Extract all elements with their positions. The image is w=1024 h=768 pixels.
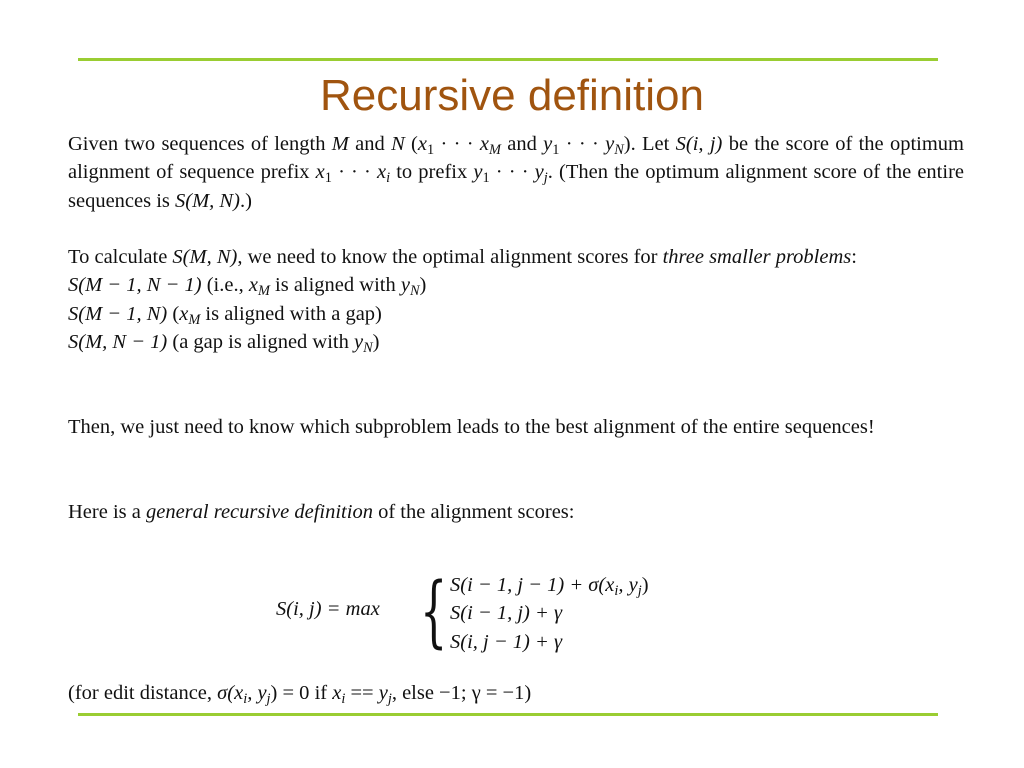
bottom-divider — [78, 713, 938, 716]
subproblems-intro: To calculate S(M, N), we need to know the optimal alignment scores for three smaller problems: — [68, 246, 857, 268]
formula-lhs: S(i, j) = max — [276, 598, 380, 620]
slide-title: Recursive definition — [320, 71, 704, 120]
subproblem-diagonal: S(M − 1, N − 1) (i.e., $x_M$ is aligned with $y_N$) — [68, 274, 427, 300]
paragraph-recursive-intro: Here is a general recursive definition of the alignment scores: — [68, 501, 575, 523]
formula-cases — [450, 571, 649, 656]
top-divider — [78, 58, 938, 61]
subproblem-gap-in-x: S(M, N − 1) (a gap is aligned with $y_N$) — [68, 330, 380, 356]
edit-distance-note: (for edit distance, $\sigma(x_i$, $y_j) = 0$ if $x_i == y_j$, else −1; γ = −1) — [68, 682, 532, 708]
recurrence-formula — [276, 569, 716, 657]
case-gap-x: S(i, j − 1) + γ — [450, 630, 563, 653]
paragraph-best-subproblem: Then, we just need to know which subproblem leads to the best alignment of the entire sequences! — [68, 416, 875, 438]
cases-brace: { — [420, 567, 448, 657]
paragraph-definition: Given two sequences of length M and N ($x_1$ · · · $x_M$ and $y_1$ · · · $y_N$). Let S(i, j) be the score of the optimum alignment of sequence prefix $x_1$ · · · $x_i$ to prefix $y_1$ · · · $y_j$. (Then the optimum alignment score of the entire sequences is S(M, N).) — [68, 133, 964, 212]
case-match: S(i − 1, $j - 1) + \sigma(x_i$, $y_j$) — [450, 574, 649, 600]
paragraph-subproblems — [68, 243, 964, 356]
subproblem-gap-in-y: S(M − 1, N) ($x_M$ is aligned with a gap) — [68, 302, 382, 328]
case-gap-y: S(i − 1, j) + γ — [450, 602, 563, 625]
